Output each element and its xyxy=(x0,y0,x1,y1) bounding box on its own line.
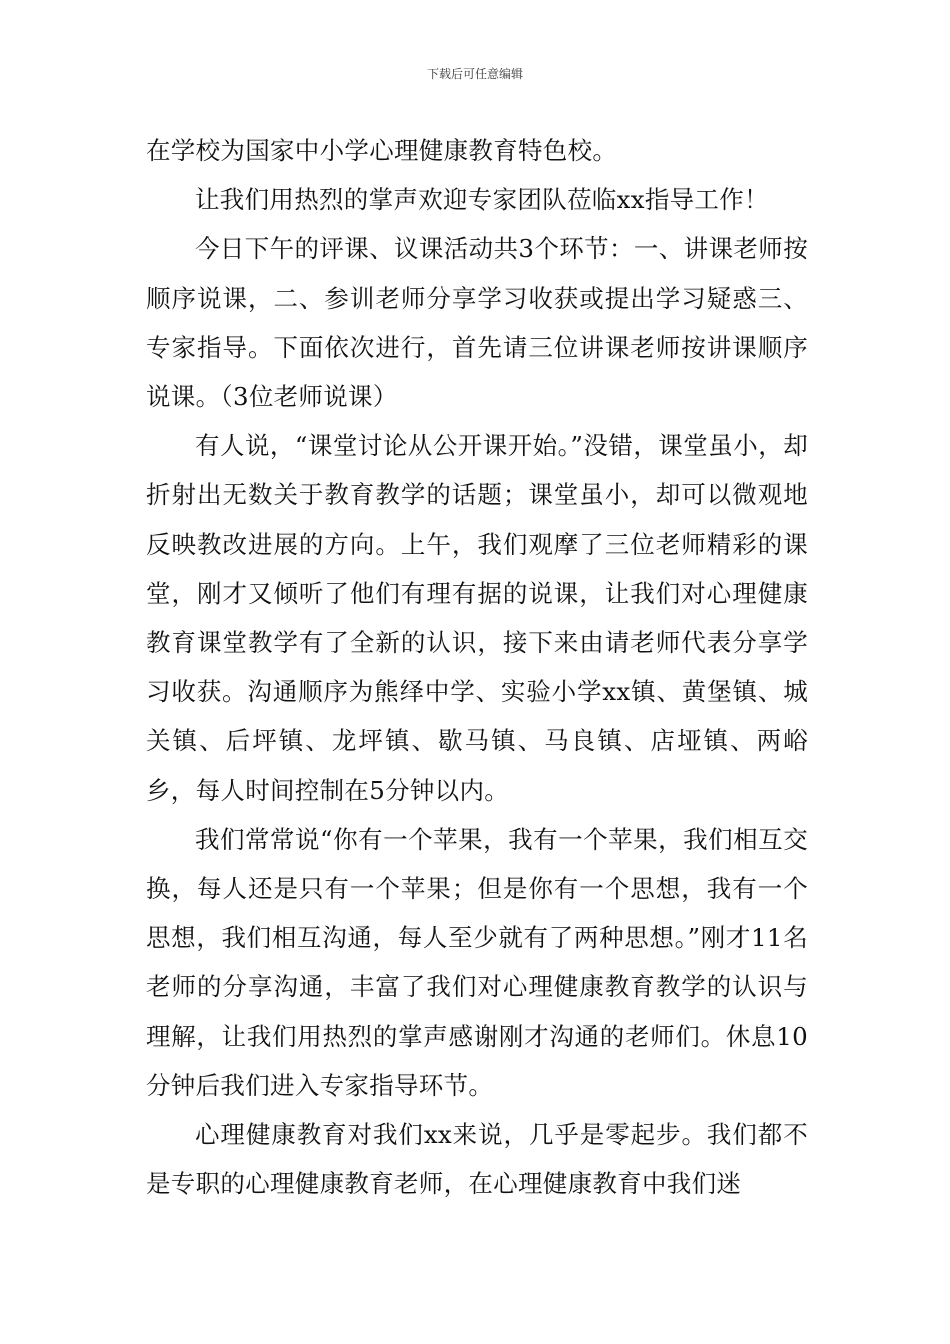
paragraph-agenda: 今日下午的评课、议课活动共3个环节：一、讲课老师按顺序说课，二、参训老师分享学习收获或提出学习疑惑三、专家指导。下面依次进行，首先请三位讲课老师按讲课顺序说课。（3位老师说课） xyxy=(146,234,808,412)
document-body xyxy=(146,126,808,1208)
paragraph-classroom: 有人说，“课堂讨论从公开课开始。”没错，课堂虽小，却折射出无数关于教育教学的话题；课堂虽小，却可以微观地反映教改进展的方向。上午，我们观摩了三位老师精彩的课堂，刚才又倾听了他们有理有据的说课，让我们对心理健康教育课堂教学有了全新的认识，接下来由请老师代表分享学习收获。沟通顺序为熊绎中学、实验小学xx镇、黄堡镇、城关镇、后坪镇、龙坪镇、歇马镇、马良镇、店垭镇、两峪乡，每人时间控制在5分钟以内。 xyxy=(146,431,808,805)
page-header: 下载后可任意编辑 xyxy=(426,67,523,81)
paragraph-continuation: 在学校为国家中小学心理健康教育特色校。 xyxy=(146,136,618,165)
paragraph-apple-quote: 我们常常说“你有一个苹果，我有一个苹果，我们相互交换，每人还是只有一个苹果；但是你有一个思想，我有一个思想，我们相互沟通，每人至少就有了两种思想。”刚才11名老师的分享沟通，丰富了我们对心理健康教育教学的认识与理解，让我们用热烈的掌声感谢刚才沟通的老师们。休息10分钟后我们进入专家指导环节。 xyxy=(146,824,808,1100)
paragraph-welcome: 让我们用热烈的掌声欢迎专家团队莅临xx指导工作！ xyxy=(195,185,769,215)
paragraph-mental-health: 心理健康教育对我们xx来说，几乎是零起步。我们都不是专职的心理健康教育老师，在心理健康教育中我们迷 xyxy=(146,1120,808,1199)
